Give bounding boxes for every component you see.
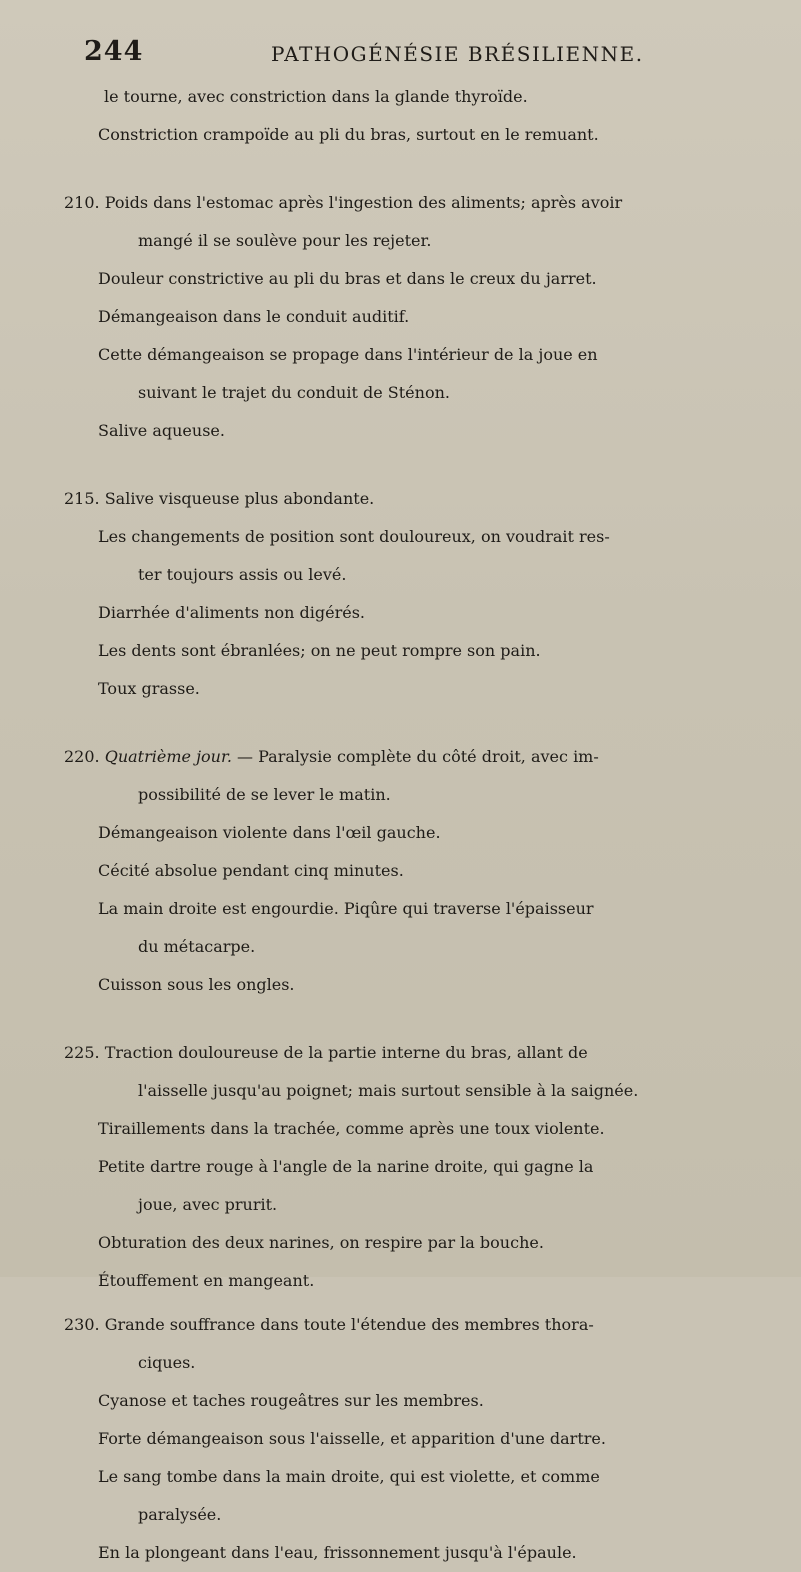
text-line: En la plongeant dans l'eau, frissonnement jusqu'à l'épaule. [98, 1543, 577, 1562]
text-line: Cyanose et taches rougeâtres sur les membres. [98, 1391, 484, 1410]
text-line: Constriction crampoïde au pli du bras, surtout en le remuant. [98, 125, 599, 144]
text-line: suivant le trajet du conduit de Sténon. [138, 383, 450, 402]
numbered-entry-line [64, 738, 778, 776]
text-line: mangé il se soulève pour les rejeter. [138, 231, 432, 250]
numbered-entry-line: 225. Traction douloureuse de la partie interne du bras, allant de [64, 1043, 588, 1062]
text-line: Petite dartre rouge à l'angle de la narine droite, qui gagne la [98, 1157, 594, 1176]
entry-number: 220. [64, 747, 105, 766]
text-line: Les changements de position sont douloureux, on voudrait res- [98, 527, 610, 546]
text-line: ter toujours assis ou levé. [138, 565, 347, 584]
text-line: Cette démangeaison se propage dans l'intérieur de la joue en [98, 345, 598, 364]
text-line: Démangeaison violente dans l'œil gauche. [98, 823, 441, 842]
text-line: Forte démangeaison sous l'aisselle, et apparition d'une dartre. [98, 1429, 606, 1448]
text-line: joue, avec prurit. [138, 1195, 278, 1214]
day-heading: Quatrième jour. [104, 747, 232, 766]
text-line: Toux grasse. [98, 679, 200, 698]
text-line: ciques. [138, 1353, 196, 1372]
text-line: possibilité de se lever le matin. [138, 785, 391, 804]
text-line: Les dents sont ébranlées; on ne peut rompre son pain. [98, 641, 541, 660]
numbered-entry-line: 210. Poids dans l'estomac après l'ingestion des aliments; après avoir [64, 193, 623, 212]
text-line: Étouffement en mangeant. [98, 1271, 315, 1290]
page-body [64, 78, 778, 1572]
text-line: Douleur constrictive au pli du bras et dans le creux du jarret. [98, 269, 597, 288]
numbered-entry-line: 230. Grande souffrance dans toute l'étendue des membres thora- [64, 1315, 594, 1334]
text-line: Le sang tombe dans la main droite, qui est violette, et comme [98, 1467, 600, 1486]
text-line: Salive aqueuse. [98, 421, 225, 440]
text-line: Obturation des deux narines, on respire par la bouche. [98, 1233, 544, 1252]
numbered-entry-line: 215. Salive visqueuse plus abondante. [64, 489, 375, 508]
entry-text: — Paralysie complète du côté droit, avec im- [231, 747, 599, 766]
text-line: paralysée. [138, 1505, 222, 1524]
text-line: le tourne, avec constriction dans la glande thyroïde. [104, 87, 528, 106]
text-line: l'aisselle jusqu'au poignet; mais surtout sensible à la saignée. [138, 1081, 639, 1100]
text-line: Démangeaison dans le conduit auditif. [98, 307, 410, 326]
running-head: PATHOGÉNÉSIE BRÉSILIENNE. [271, 42, 644, 66]
text-line: La main droite est engourdie. Piqûre qui traverse l'épaisseur [98, 899, 594, 918]
page-header [84, 36, 761, 70]
text-line: du métacarpe. [138, 937, 256, 956]
text-line: Tiraillements dans la trachée, comme après une toux violente. [98, 1119, 605, 1138]
text-line: Cécité absolue pendant cinq minutes. [98, 861, 404, 880]
page-number: 244 [84, 36, 144, 67]
text-line: Cuisson sous les ongles. [98, 975, 295, 994]
text-line: Diarrhée d'aliments non digérés. [98, 603, 366, 622]
